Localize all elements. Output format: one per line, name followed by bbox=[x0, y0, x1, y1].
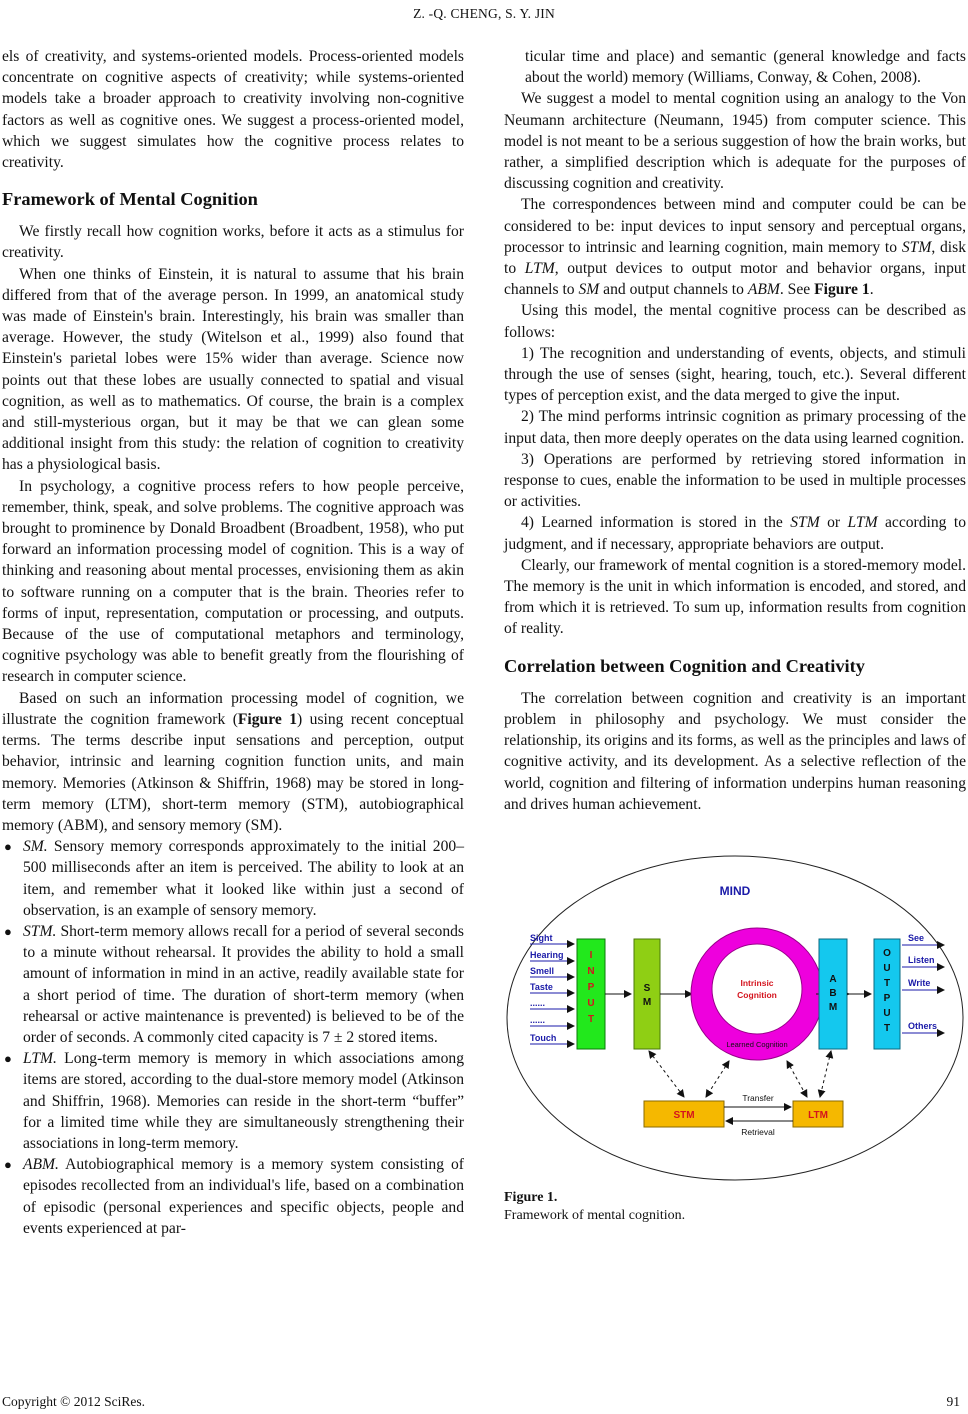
input-label: Sight bbox=[530, 932, 553, 943]
step-item: 4) Learned information is stored in the STM or LTM according to judgment, and if necessary, appropriate behaviors are output. bbox=[504, 514, 966, 553]
list-item: ● LTM. Long-term memory is memory in which associations among items are stored, according to the dual-store memory model (Atkinson and Shiffrin, 1968). Memories can reside in the short-term “buffer” for a limited time while they are simultaneously strengthening their associations in long-term memory. bbox=[4, 1050, 464, 1152]
bullet-icon: ● bbox=[4, 1157, 12, 1173]
figure-reference[interactable]: Figure 1 bbox=[237, 710, 298, 728]
list-item: ● STM. Short-term memory allows recall for a period of several seconds to a minute without rehearsal. It provides the ability to hold a small amount of information in mind in an active, readily available state for a short period of time. The duration of short-term memory (when rehearsal or active maintenance is prevented) is believed to be of the order of seconds. A commonly cited capacity is 7 ± 2 stored items. bbox=[4, 922, 464, 1046]
figure-caption bbox=[504, 1189, 966, 1225]
step-item: 2) The mind performs intrinsic cognition as primary processing of the input data, then more deeply operates on the data using learned cognition. bbox=[504, 408, 966, 447]
learned-label: Learned Cognition bbox=[726, 1039, 788, 1049]
ltm-label: LTM bbox=[808, 1109, 828, 1121]
term: STM. bbox=[23, 922, 57, 940]
retrieval-label: Retrieval bbox=[741, 1126, 775, 1137]
figure-caption-label: Figure 1. bbox=[504, 1189, 558, 1205]
paragraph: We suggest a model to mental cognition using an analogy to the Von Neumann architecture (Neumann, 1945) from computer science. This model is not meant to be a serious suggestion of how the brain works, but rather, a simplified description which is adequate for the purposes of discussing cognition and creativity. bbox=[504, 90, 966, 193]
svg-text:B: B bbox=[829, 987, 837, 999]
svg-text:A: A bbox=[829, 973, 837, 985]
term: LTM. bbox=[23, 1050, 57, 1068]
page-number: 91 bbox=[946, 1394, 960, 1409]
copyright-footer: Copyright © 2012 SciRes. bbox=[2, 1394, 146, 1409]
input-label: ...... bbox=[530, 997, 546, 1008]
section-heading-correlation: Correlation between Cognition and Creativity bbox=[504, 655, 865, 676]
right-column bbox=[504, 46, 966, 1225]
intro-paragraph: els of creativity, and systems-oriented models. Process-oriented models concentrate on cognitive aspects of creativity; while systems-oriented models take a broader approach to creativity involving non-cognitive factors as well as cognitive ones. We suggest a process-oriented model, which we suggest simulates how the cognitive process relates to creativity. bbox=[2, 48, 464, 172]
bullet-icon: ● bbox=[4, 923, 12, 939]
paragraph: Based on such an information processing model of cognition, we illustrate the cognition framework (Figure 1) using recent conceptual terms. The terms describe input sensations and perception, output behavior, intrinsic and learning cognition function units, and main memory. Memories (Atkinson & Shiffrin, 1968) may be stored in long-term memory (LTM), short-term memory (STM), autobiographical memory (ABM), and sensory memory (SM). bbox=[2, 689, 464, 834]
paragraph: The correlation between cognition and creativity is an important problem in philosophy and psychology. We must consider the relationship, its origins and its forms, as well as the principles and laws of cognitive activity, and its development. As a selective reflection of the world, cognition and filtering of information underpins human reasoning and drives human achievement. bbox=[504, 689, 966, 813]
mind-label: MIND bbox=[719, 883, 751, 898]
output-label: Others bbox=[908, 1020, 938, 1031]
list-item: ● SM. Sensory memory corresponds approximately to the initial 200–500 milliseconds after an item is perceived. The ability to look at an item, and remember what it looked like within just a second of observation, is an example of sensory memory. bbox=[4, 838, 464, 919]
memory-types-list bbox=[2, 836, 464, 1239]
figure-reference[interactable]: Figure 1 bbox=[814, 281, 870, 299]
sm-box bbox=[634, 939, 660, 1049]
mental-cognition-diagram bbox=[504, 853, 966, 1183]
intrinsic-label: Intrinsic bbox=[740, 977, 774, 988]
input-label: Touch bbox=[530, 1032, 557, 1043]
bullet-icon: ● bbox=[4, 1051, 12, 1067]
left-column bbox=[2, 46, 464, 1239]
paragraph: We firstly recall how cognition works, before it acts as a stimulus for creativity. bbox=[2, 223, 464, 262]
output-label: Write bbox=[908, 977, 931, 988]
term: ABM. bbox=[23, 1156, 59, 1174]
svg-text:M: M bbox=[642, 996, 652, 1008]
svg-text:S: S bbox=[643, 982, 651, 994]
input-label: Hearing bbox=[530, 949, 564, 960]
output-label: See bbox=[908, 932, 925, 943]
intrinsic-cognition-core bbox=[712, 944, 802, 1034]
svg-text:N: N bbox=[587, 965, 595, 977]
output-labels bbox=[908, 933, 937, 1031]
paragraph: Using this model, the mental cognitive process can be described as follows: bbox=[504, 302, 966, 341]
paragraph: When one thinks of Einstein, it is natural to assume that his brain differed from that of the average person. In 1999, an anatomical study was made of Einstein's brain. Interestingly, his brain was smaller than average. However, the study (Witelson et al., 1999) also found that Einstein's parietal lobes were 15% wider than average. Science now points out that these lobes are usually connected to spatial and visual cognition, as well as to mathematics. Of course, the brain is a complex and still-mysterious organ, but it may be that we can glean some additional insight from this study: the relation of cognition to creativity has a physiological basis. bbox=[2, 265, 464, 474]
svg-text:U: U bbox=[883, 962, 891, 974]
stm-label: STM bbox=[673, 1109, 695, 1121]
intrinsic-label: Cognition bbox=[737, 989, 777, 1000]
input-label: Taste bbox=[530, 981, 553, 992]
output-label: Listen bbox=[908, 954, 935, 965]
bullet-icon: ● bbox=[4, 839, 12, 855]
transfer-label: Transfer bbox=[742, 1092, 774, 1103]
svg-text:O: O bbox=[883, 947, 891, 959]
svg-text:T: T bbox=[883, 977, 891, 989]
svg-text:M: M bbox=[828, 1001, 838, 1013]
svg-text:U: U bbox=[883, 1007, 891, 1019]
term: SM. bbox=[23, 838, 48, 856]
svg-text:P: P bbox=[587, 981, 595, 993]
svg-text:U: U bbox=[587, 997, 595, 1009]
section-heading-framework: Framework of Mental Cognition bbox=[2, 189, 258, 210]
svg-text:T: T bbox=[883, 1022, 891, 1034]
paragraph: Clearly, our framework of mental cognition is a stored-memory model. The memory is the unit in which information is encoded, and stored, and from which it is retrieved. To sum up, information results from cognition of reality. bbox=[504, 556, 966, 638]
list-item: ● ABM. Autobiographical memory is a memory system consisting of episodes recollected from an individual's life, based on a combination of episodic (personal experiences and specific objects, people and events experienced at par- bbox=[4, 1156, 464, 1237]
step-item: 3) Operations are performed by retrieving stored information in response to cues, enable the information to be used in multiple processes or activities. bbox=[504, 450, 966, 511]
svg-text:I: I bbox=[589, 949, 593, 961]
figure-1 bbox=[504, 853, 966, 1183]
step-item: 1) The recognition and understanding of events, objects, and stimuli through the use of senses (sight, hearing, touch, etc.). Several different types of perception exist, and the data merged to give the input. bbox=[504, 344, 966, 405]
input-label: ...... bbox=[530, 1014, 546, 1025]
svg-text:T: T bbox=[587, 1013, 595, 1025]
bullet-continuation: ticular time and place) and semantic (general knowledge and facts about the world) memory (Williams, Conway, & Cohen, 2008). bbox=[525, 48, 966, 87]
figure-caption-text: Framework of mental cognition. bbox=[504, 1207, 686, 1223]
input-label: Smell bbox=[530, 965, 555, 976]
running-head: Z. -Q. CHENG, S. Y. JIN bbox=[413, 6, 555, 21]
paragraph: The correspondences between mind and computer could be can be considered to be: input devices to input sensory and perceptual organs, processor to intrinsic and learning cognition, main memory to STM, disk to LTM, output devices to output motor and behavior organs, input channels to SM and output channels to ABM. See Figure 1. bbox=[504, 196, 967, 299]
svg-text:P: P bbox=[883, 992, 891, 1004]
paragraph: In psychology, a cognitive process refers to how people perceive, remember, think, speak, and solve problems. The cognitive approach was brought to prominence by Donald Broadbent (Broadbent, 1958), who put forward an information processing model of cognition. This is a way of thinking and reasoning about mental processes, envisioning them as akin to software running on a computer that is the brain. Theories refer to forms of input, representation, computation or processing, and outputs. Because of the use of computational metaphors and terminology, cognitive psychology was able to benefit greatly from the flourishing of research in computer science. bbox=[2, 477, 464, 686]
